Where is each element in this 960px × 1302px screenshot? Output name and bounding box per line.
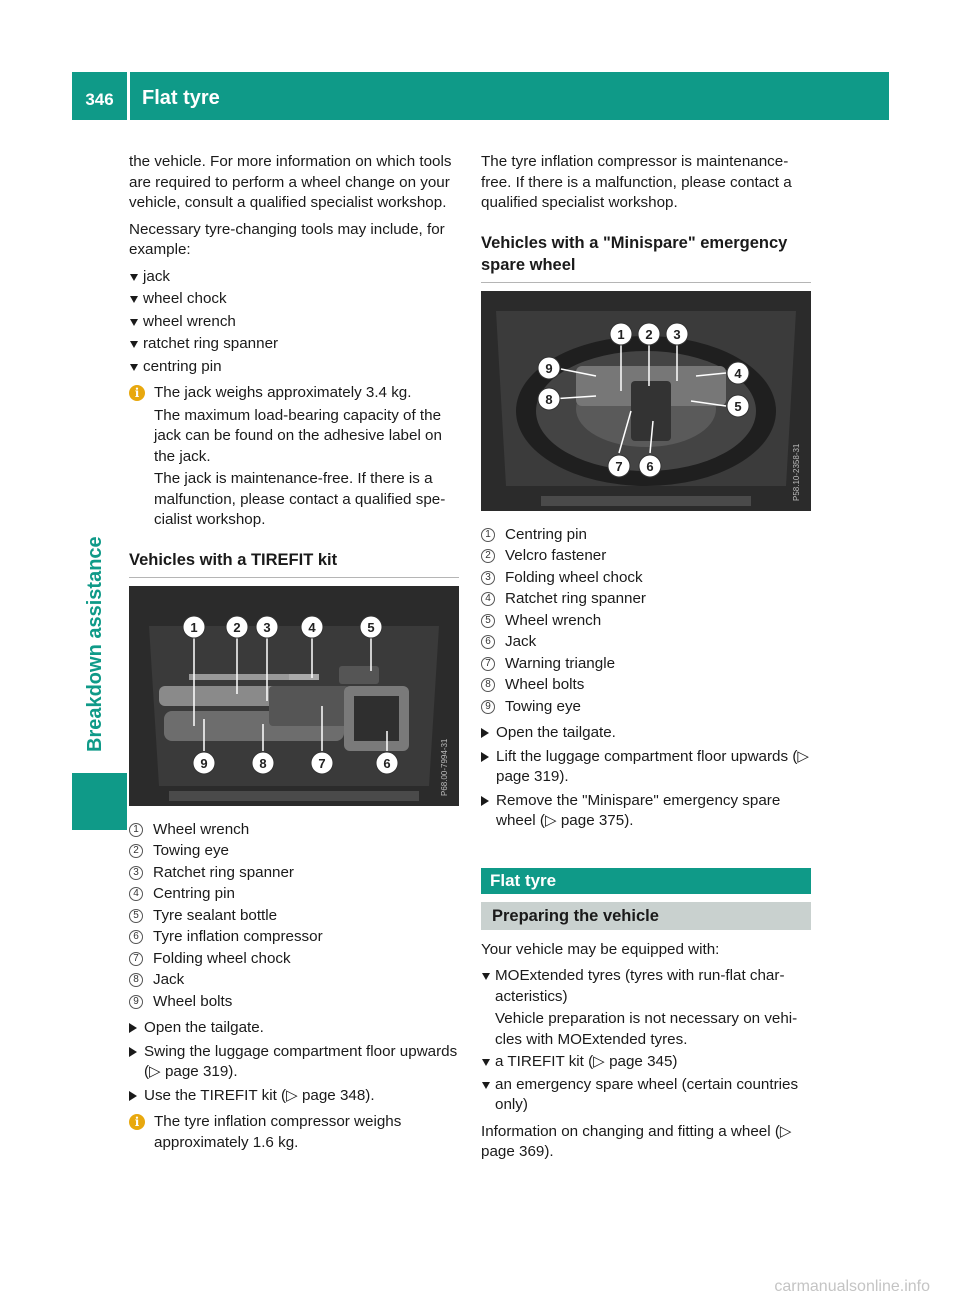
- number-icon: 1: [129, 823, 143, 837]
- step-item: Open the tailgate.: [129, 1018, 459, 1039]
- legend-label: Towing eye: [505, 697, 581, 715]
- callout-number: 9: [200, 755, 208, 771]
- tirefit-steps: [129, 1018, 459, 1106]
- watermark: carmanualsonline.info: [774, 1278, 930, 1295]
- equipment-note: Vehicle preparation is not necessary on vehi-cles with MOExtended tyres.: [495, 1010, 798, 1048]
- list-item: [481, 1075, 811, 1116]
- callout-number: 4: [734, 365, 742, 381]
- list-item: [129, 884, 459, 905]
- step-item: Use the TIREFIT kit (▷ page 348).: [129, 1086, 459, 1107]
- right-column: [481, 152, 811, 1169]
- equipment-text: a TIREFIT kit (▷ page 345): [495, 1053, 678, 1070]
- list-item: [481, 1052, 811, 1073]
- number-icon: 9: [481, 700, 495, 714]
- equipped-intro: Your vehicle may be equipped with:: [481, 940, 720, 958]
- legend-label: Tyre sealant bottle: [153, 906, 278, 924]
- legend-label: Jack: [505, 633, 537, 650]
- step-item: Swing the luggage compartment floor upwards (▷ page 319).: [129, 1042, 459, 1083]
- list-item: wheel wrench: [129, 312, 459, 333]
- subsection-title-preparing: Preparing the vehicle: [481, 902, 811, 930]
- list-item: [129, 992, 459, 1013]
- minispare-steps: [481, 723, 811, 832]
- tirefit-legend: [129, 820, 459, 1013]
- number-icon: 1: [481, 528, 495, 542]
- number-icon: 9: [129, 995, 143, 1009]
- legend-label: Folding wheel chock: [505, 568, 643, 586]
- list-item: [481, 632, 811, 653]
- legend-label: Ratchet ring spanner: [153, 863, 294, 881]
- tirefit-kit-image: [129, 586, 459, 806]
- list-item: wheel chock: [129, 289, 459, 310]
- list-item: [481, 568, 811, 589]
- info-icon: i: [129, 385, 145, 401]
- number-icon: 8: [129, 973, 143, 987]
- figure-code: P58.10-2358-31: [792, 443, 801, 501]
- tools-list: [129, 267, 459, 378]
- callout-number: 8: [545, 391, 553, 407]
- callout-number: 8: [259, 755, 267, 771]
- legend-label: Centring pin: [505, 525, 587, 543]
- section-title-flat-tyre: Flat tyre: [481, 868, 811, 894]
- minispare-image: [481, 291, 811, 511]
- number-icon: 6: [129, 930, 143, 944]
- legend-label: Towing eye: [153, 842, 229, 859]
- callout-number: 4: [308, 619, 316, 635]
- number-icon: 2: [481, 549, 495, 563]
- list-item: [481, 675, 811, 696]
- page-number: 346: [72, 72, 127, 120]
- callout-number: 3: [673, 326, 681, 342]
- list-item: [129, 841, 459, 862]
- callout-number: 6: [646, 458, 654, 474]
- legend-label: Wheel wrench: [153, 820, 250, 838]
- figure-code: P68.00-7994-31: [440, 738, 449, 796]
- number-icon: 2: [129, 844, 143, 858]
- side-tab-label: Breakdown assistance: [84, 536, 106, 752]
- number-icon: 5: [481, 614, 495, 628]
- side-tab-marker: [72, 773, 127, 830]
- section-heading-tirefit: Vehicles with a TIREFIT kit: [129, 549, 459, 578]
- legend-label: Jack: [153, 971, 185, 988]
- minispare-legend: [481, 525, 811, 718]
- callout-number: 1: [617, 326, 625, 342]
- list-item: [481, 697, 811, 718]
- legend-label: Ratchet ring spanner: [505, 590, 646, 607]
- list-item: jack: [129, 267, 459, 288]
- closing-paragraph: Information on changing and fitting a wheel (▷ page 369).: [481, 1122, 792, 1160]
- callout-number: 2: [645, 326, 653, 342]
- number-icon: 4: [481, 592, 495, 606]
- list-item: [481, 546, 811, 567]
- legend-label: Tyre inflation compressor: [153, 928, 323, 945]
- list-item: [129, 927, 459, 948]
- list-item: [129, 949, 459, 970]
- list-item: [481, 589, 811, 610]
- tools-intro: Necessary tyre-changing tools may include, for example:: [129, 220, 445, 258]
- list-item: [129, 863, 459, 884]
- number-icon: 7: [129, 952, 143, 966]
- equipment-text: MOExtended tyres (tyres with run-flat char-acteristics): [495, 967, 785, 1005]
- list-item: ratchet ring spanner: [129, 334, 459, 355]
- list-item: centring pin: [129, 357, 459, 378]
- number-icon: 3: [481, 571, 495, 585]
- callout-number: 3: [263, 619, 271, 635]
- callout-number: 5: [367, 619, 375, 635]
- legend-label: Centring pin: [153, 885, 235, 902]
- legend-label: Wheel bolts: [153, 992, 233, 1010]
- info-icon: i: [129, 1114, 145, 1130]
- list-item: [129, 906, 459, 927]
- number-icon: 5: [129, 909, 143, 923]
- step-item: Open the tailgate.: [481, 723, 811, 744]
- number-icon: 4: [129, 887, 143, 901]
- page-header: [72, 72, 889, 120]
- info-note-jack: [129, 383, 459, 531]
- intro-paragraph: The tyre inflation compressor is maintenance-free. If there is a malfunction, please contact a qualified specialist workshop.: [481, 153, 792, 211]
- list-item: [481, 966, 811, 1050]
- number-icon: 6: [481, 635, 495, 649]
- legend-label: Wheel bolts: [505, 676, 585, 693]
- intro-paragraph: the vehicle. For more information on which tools are required to perform a wheel change on your vehicle, consult a qualified specialist workshop.: [129, 153, 452, 211]
- legend-label: Folding wheel chock: [153, 949, 291, 967]
- legend-label: Wheel wrench: [505, 611, 602, 629]
- info-note-compressor: [129, 1112, 459, 1153]
- callout-number: 1: [190, 619, 198, 635]
- section-heading-minispare: Vehicles with a "Minispare" emergency spare wheel: [481, 232, 811, 283]
- page-title: Flat tyre: [130, 72, 889, 120]
- callout-number: 6: [383, 755, 391, 771]
- list-item: [129, 970, 459, 991]
- step-item: Remove the "Minispare" emergency spare wheel (▷ page 375).: [481, 791, 811, 832]
- callout-number: 7: [318, 755, 326, 771]
- info-text: The tyre inflation compressor weighs approximately 1.6 kg.: [154, 1113, 402, 1151]
- equipment-list: [481, 966, 811, 1116]
- callout-layer: [481, 291, 811, 511]
- list-item: [481, 525, 811, 546]
- legend-label: Warning triangle: [505, 654, 616, 672]
- callout-number: 7: [615, 458, 623, 474]
- legend-label: Velcro fastener: [505, 547, 607, 564]
- info-text: The maximum load-bearing capacity of the jack can be found on the adhesive label on the jack.: [154, 406, 442, 465]
- list-item: [129, 820, 459, 841]
- callout-number: 9: [545, 360, 553, 376]
- step-item: Lift the luggage compartment floor upwards (▷ page 319).: [481, 747, 811, 788]
- number-icon: 3: [129, 866, 143, 880]
- callout-number: 2: [233, 619, 241, 635]
- callout-layer: [129, 586, 459, 806]
- list-item: [481, 611, 811, 632]
- info-text: The jack is maintenance-free. If there is a malfunction, please contact a qualified spe-cialist workshop.: [154, 470, 446, 528]
- callout-number: 5: [734, 398, 742, 414]
- number-icon: 8: [481, 678, 495, 692]
- left-column: [129, 152, 459, 1161]
- info-text: The jack weighs approximately 3.4 kg.: [154, 384, 412, 401]
- list-item: [481, 654, 811, 675]
- equipment-text: an emergency spare wheel (certain countries only): [495, 1075, 799, 1113]
- number-icon: 7: [481, 657, 495, 671]
